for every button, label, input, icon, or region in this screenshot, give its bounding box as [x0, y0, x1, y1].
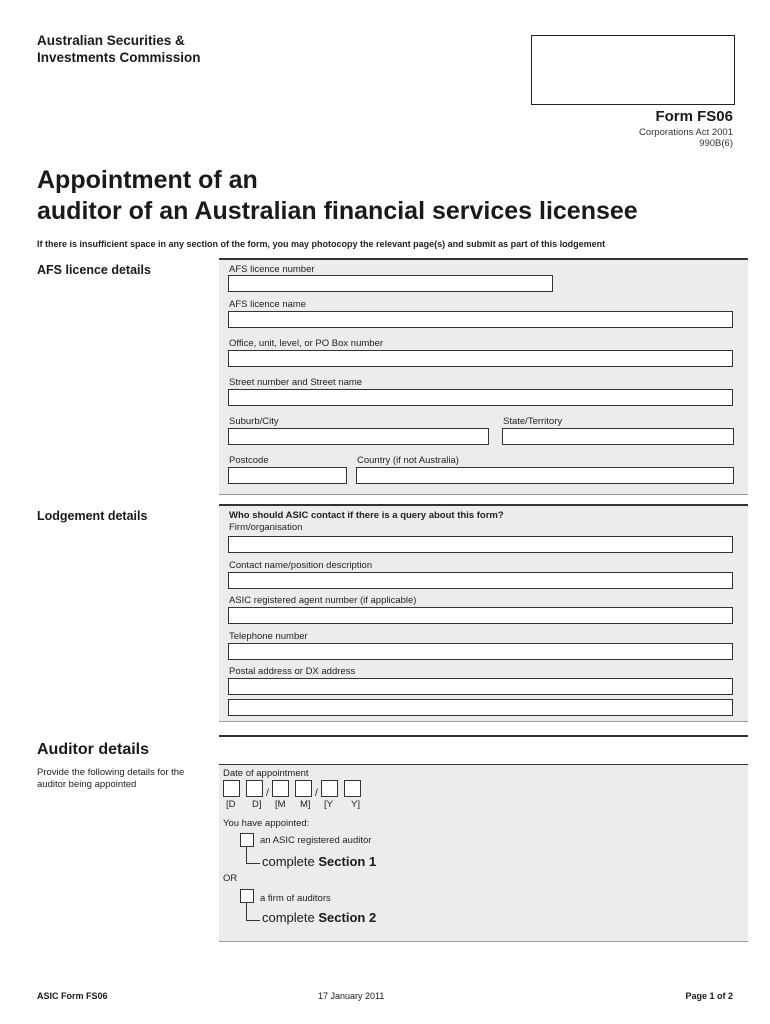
- auditor-section-heading: Auditor details: [37, 741, 150, 758]
- date-month-2-box[interactable]: [295, 780, 312, 797]
- date-separator-2: /: [315, 788, 318, 799]
- date-day-open: [D: [226, 799, 236, 810]
- date-month-open: [M: [275, 799, 286, 810]
- contact-field[interactable]: [228, 572, 733, 589]
- date-year-2-box[interactable]: [344, 780, 361, 797]
- street-field[interactable]: [228, 389, 733, 406]
- firm-of-auditors-checkbox[interactable]: [240, 889, 254, 903]
- telephone-label: Telephone number: [229, 631, 308, 642]
- act-reference: [639, 127, 733, 149]
- footer-form-name: ASIC Form FS06: [37, 991, 108, 1001]
- suburb-field[interactable]: [228, 428, 489, 445]
- footer-page-number: Page 1 of 2: [685, 991, 733, 1001]
- lodgement-panel: [219, 504, 748, 722]
- date-year-open: [Y: [324, 799, 333, 810]
- or-label: OR: [223, 873, 238, 884]
- postal-field-line2[interactable]: [228, 699, 733, 716]
- date-separator-1: /: [266, 788, 269, 799]
- street-label: Street number and Street name: [229, 377, 363, 388]
- auditor-description: [37, 767, 184, 791]
- appointed-label: You have appointed:: [223, 818, 310, 829]
- footer-date: 17 January 2011: [318, 991, 385, 1001]
- country-label: Country (if not Australia): [357, 455, 459, 466]
- date-month-1-box[interactable]: [272, 780, 289, 797]
- auditor-panel: [219, 764, 748, 942]
- country-field[interactable]: [356, 467, 734, 484]
- contact-label: Contact name/position description: [229, 560, 373, 571]
- act-name: Corporations Act 2001: [638, 127, 733, 138]
- lodgement-section-heading: Lodgement details: [37, 509, 148, 523]
- postal-label: Postal address or DX address: [229, 666, 356, 677]
- title-line1: Appointment of an: [37, 166, 258, 194]
- act-section: 990B(6): [699, 138, 733, 149]
- option2-connector: [246, 903, 260, 921]
- date-year-1-box[interactable]: [321, 780, 338, 797]
- contact-question: Who should ASIC contact if there is a query about this form?: [229, 510, 504, 521]
- section1-reference: Section 1: [318, 854, 377, 869]
- firm-label: Firm/organisation: [229, 522, 303, 533]
- postal-field-line1[interactable]: [228, 678, 733, 695]
- section2-reference: Section 2: [318, 910, 377, 925]
- date-label: Date of appointment: [223, 768, 309, 779]
- option1-connector: [246, 847, 260, 864]
- date-day-1-box[interactable]: [223, 780, 240, 797]
- firm-of-auditors-label: a firm of auditors: [260, 893, 331, 904]
- office-use-box: [531, 35, 735, 105]
- licence-name-field[interactable]: [228, 311, 733, 328]
- agent-number-field[interactable]: [228, 607, 733, 624]
- organisation-name: [37, 32, 201, 66]
- auditor-description-line2: auditor being appointed: [37, 779, 137, 790]
- date-year-close: Y]: [351, 799, 360, 810]
- organisation-name-line1: Australian Securities &: [37, 33, 185, 48]
- state-label: State/Territory: [503, 416, 563, 427]
- form-code: Form FS06: [655, 108, 733, 125]
- page-title: [37, 165, 638, 227]
- option2-complete-text: complete: [262, 910, 315, 925]
- office-field[interactable]: [228, 350, 733, 367]
- afs-section-heading: AFS licence details: [37, 263, 151, 277]
- date-day-2-box[interactable]: [246, 780, 263, 797]
- organisation-name-line2: Investments Commission: [37, 50, 201, 65]
- firm-field[interactable]: [228, 536, 733, 553]
- licence-name-label: AFS licence name: [229, 299, 307, 310]
- instruction-note: If there is insufficient space in any section of the form, you may photocopy the relevant page(s) and submit as part of this lodgement: [37, 239, 606, 249]
- suburb-label: Suburb/City: [229, 416, 279, 427]
- date-day-close: D]: [252, 799, 262, 810]
- postcode-label: Postcode: [229, 455, 269, 466]
- date-month-close: M]: [300, 799, 311, 810]
- option2-instruction: [262, 910, 376, 925]
- postcode-field[interactable]: [228, 467, 347, 484]
- title-line2: auditor of an Australian financial services licensee: [37, 197, 638, 225]
- agent-label: ASIC registered agent number (if applicable): [229, 595, 417, 606]
- auditor-divider: [219, 735, 748, 737]
- option1-instruction: [262, 854, 376, 869]
- registered-auditor-checkbox[interactable]: [240, 833, 254, 847]
- option1-complete-text: complete: [262, 854, 315, 869]
- office-label: Office, unit, level, or PO Box number: [229, 338, 384, 349]
- state-field[interactable]: [502, 428, 734, 445]
- licence-number-label: AFS licence number: [229, 264, 315, 275]
- registered-auditor-label: an ASIC registered auditor: [260, 835, 372, 846]
- auditor-description-line1: Provide the following details for the: [37, 767, 185, 778]
- afs-licence-panel: [219, 258, 748, 495]
- telephone-field[interactable]: [228, 643, 733, 660]
- licence-number-field[interactable]: [228, 275, 553, 292]
